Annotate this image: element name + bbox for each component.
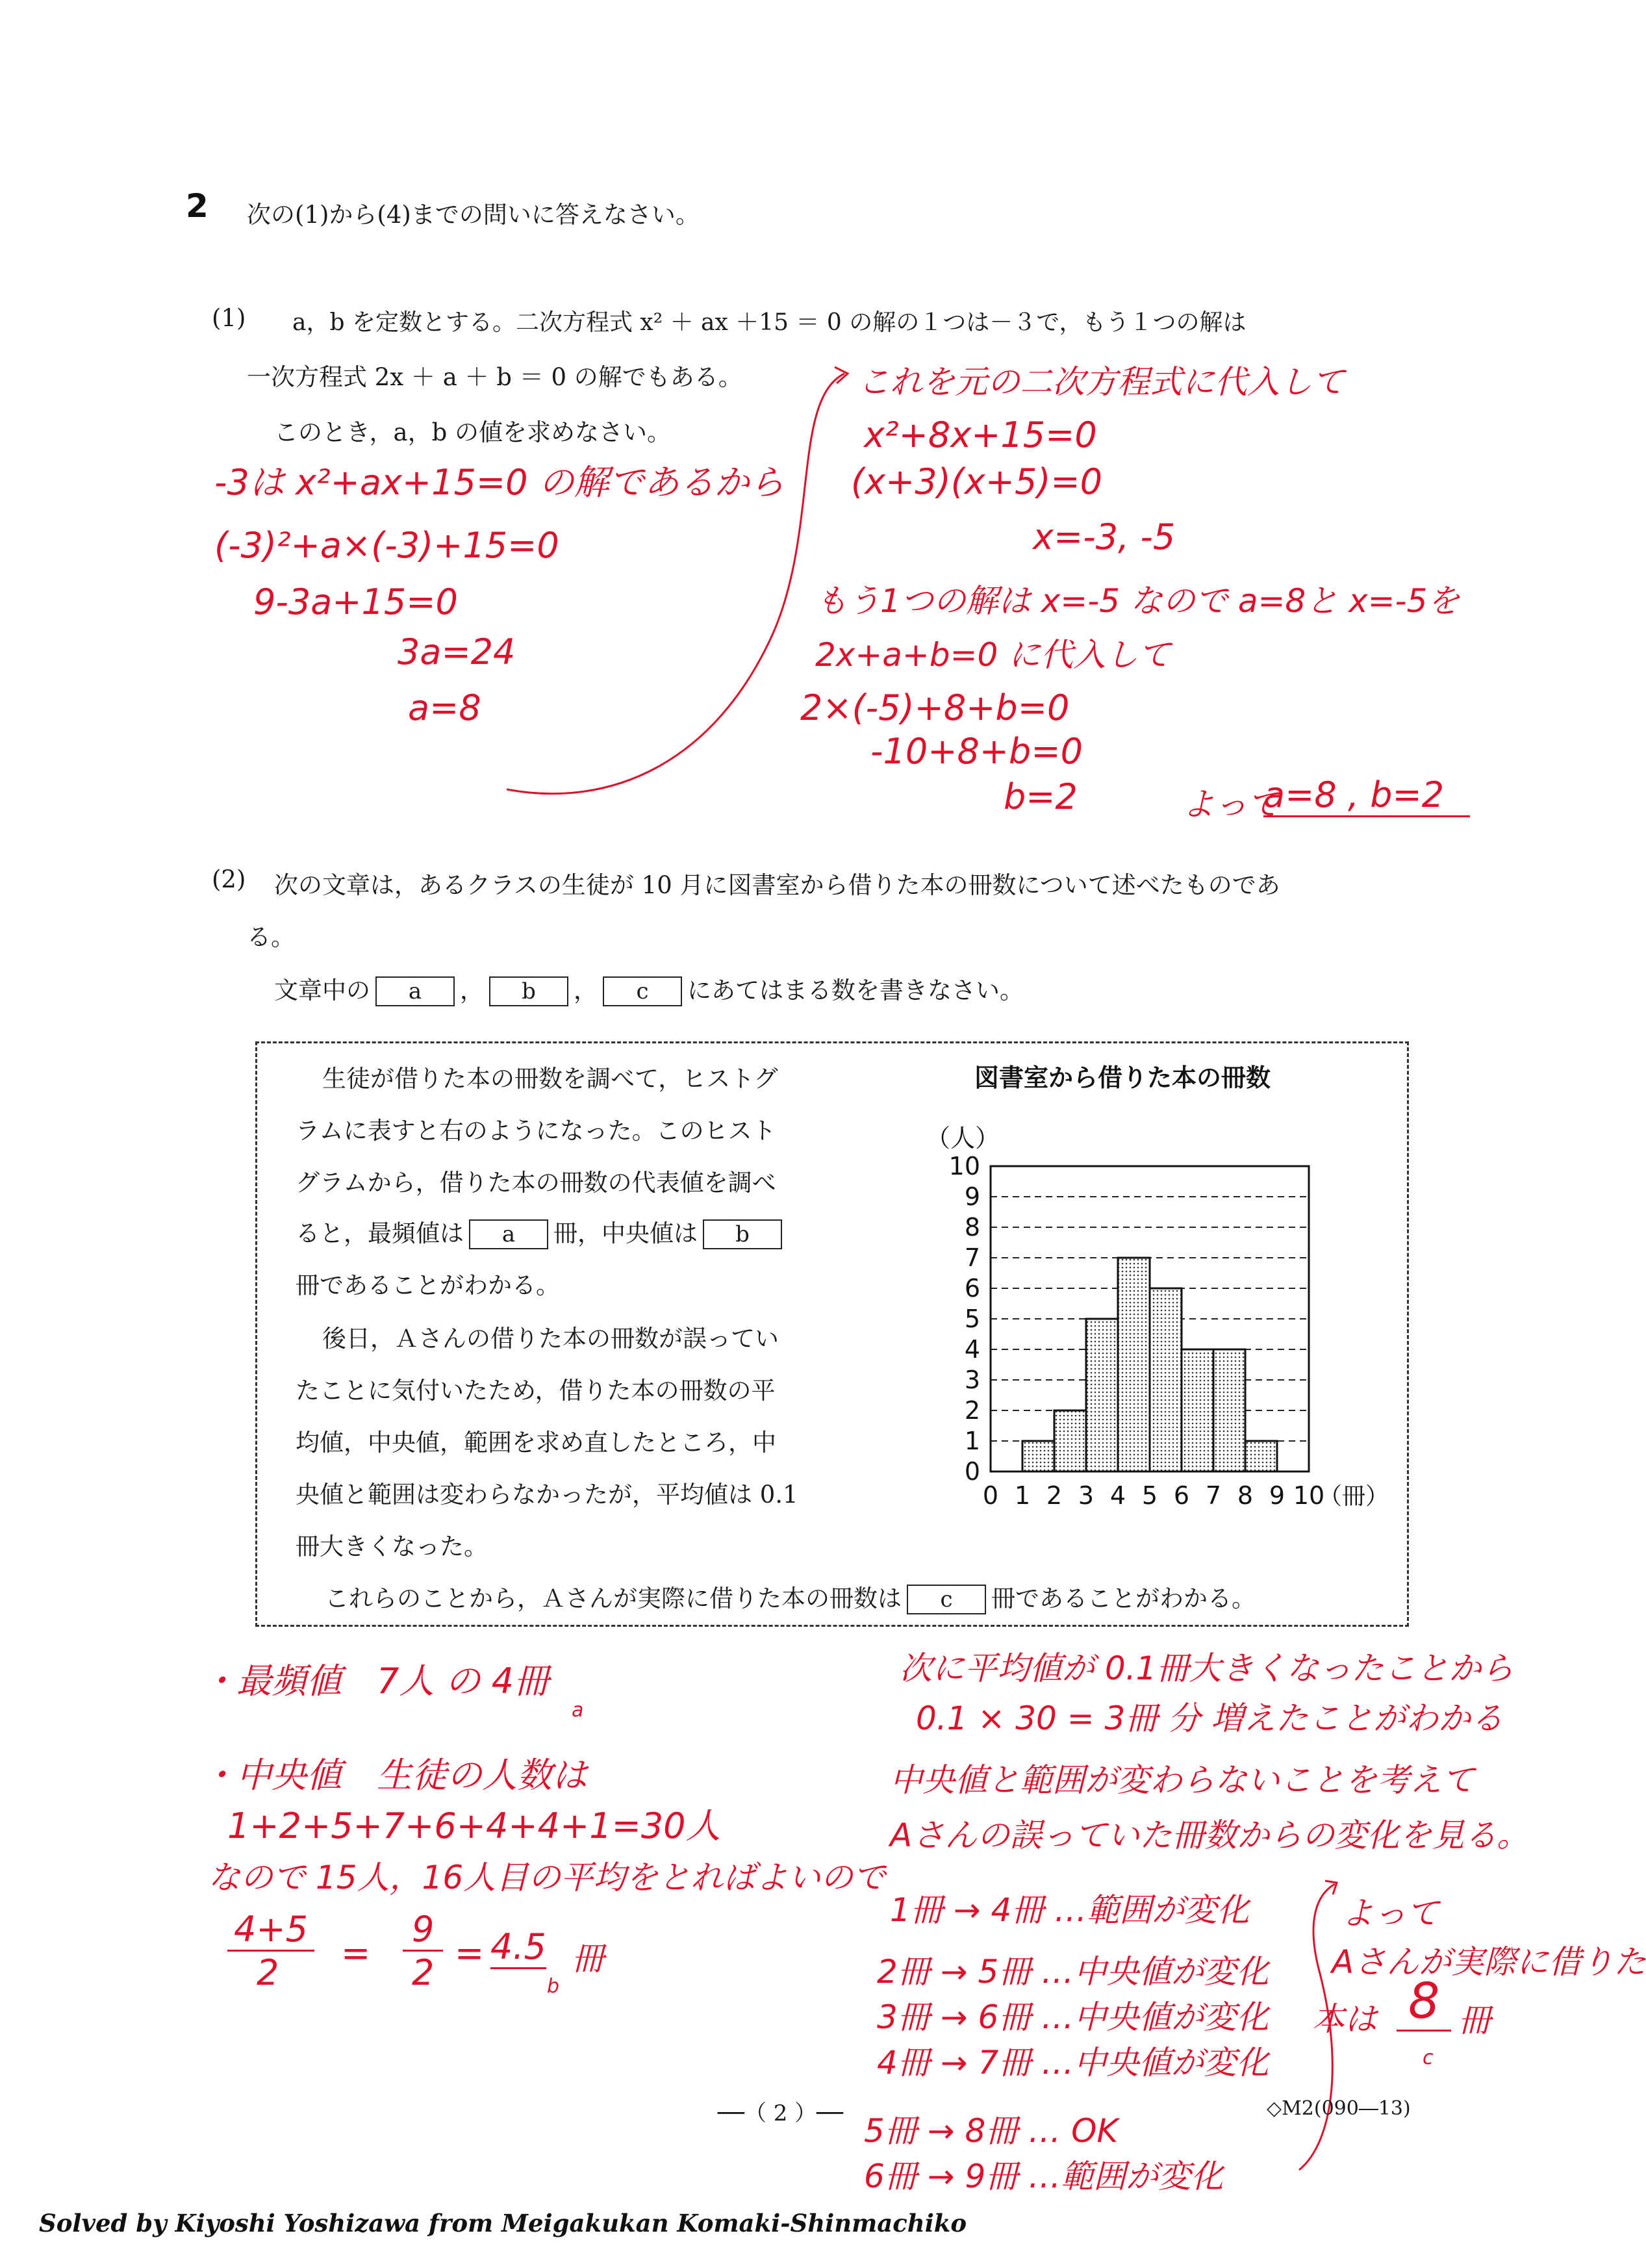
q2-line1: 次の文章は，あるクラスの生徒が 10 月に図書室から借りた本の冊数について述べたものであ <box>274 871 1280 899</box>
y-tick-label: 0 <box>964 1457 980 1486</box>
histogram-bar <box>1086 1319 1118 1472</box>
q2-sol-left-1-mark: a <box>572 1699 584 1722</box>
question-number: 2 <box>186 187 209 225</box>
page-number: ──（ 2 ）── <box>718 2100 844 2126</box>
q1-sol-right-7: 2×(-5)+8+b=0 <box>800 687 1070 728</box>
para1-line4b: 冊，中央値は <box>553 1219 698 1247</box>
q2-frac1-den: 2 <box>257 1952 279 1993</box>
conclusion-post: 冊であることがわかる。 <box>991 1585 1256 1612</box>
q2-sol-right-9: 5冊 → 8冊 … OK <box>864 2112 1119 2150</box>
q1-line1: a，b を定数とする。二次方程式 x² ＋ ax ＋15 ＝ 0 の解の１つは－３で，もう１つの解は <box>292 309 1247 336</box>
x-tick-label: 4 <box>1109 1481 1126 1510</box>
q2-final-2: Aさんが実際に借りた <box>1332 1943 1646 1981</box>
q2-sol-right-5: 1冊 → 4冊 …範囲が変化 <box>890 1891 1250 1929</box>
x-tick-label: 8 <box>1237 1481 1254 1510</box>
q2-sol-right-4: Aさんの誤っていた冊数からの変化を見る。 <box>890 1816 1530 1854</box>
inline-box-b: b <box>703 1219 782 1249</box>
histogram-bar <box>1245 1441 1277 1472</box>
y-tick-label: 4 <box>964 1335 980 1364</box>
box-c: c <box>603 976 682 1006</box>
q2-line3 <box>274 971 1024 1006</box>
conclusion-line <box>325 1579 1256 1614</box>
q1-sol-left-1: -3は x²+ax+15=0 の解であるから <box>214 462 785 503</box>
q1-sol-right-3: (x+3)(x+5)=0 <box>851 461 1102 502</box>
q1-line2: 一次方程式 2x ＋ a ＋ b ＝ 0 の解でもある。 <box>247 363 742 391</box>
para2-line4: 央値と範囲は変わらなかったが，平均値は 0.1 <box>296 1481 798 1509</box>
y-tick-label: 5 <box>964 1305 980 1333</box>
q2-line2: る。 <box>247 923 295 951</box>
comma-1: ， <box>460 976 484 1004</box>
x-axis-label: （冊） <box>1319 1483 1389 1510</box>
x-tick-label: 0 <box>982 1481 999 1510</box>
x-tick-label: 1 <box>1014 1481 1031 1510</box>
q1-sol-right-8: -10+8+b=0 <box>870 731 1083 772</box>
y-tick-label: 7 <box>964 1243 980 1272</box>
histogram-chart <box>906 1098 1400 1514</box>
x-tick-label: 7 <box>1205 1481 1222 1510</box>
q2-frac2-num: 9 <box>403 1909 443 1952</box>
q1-sol-right-5: もう1つの解は x=-5 なので a=8と x=-5を <box>815 582 1460 620</box>
q2-eq-1: = <box>341 1933 371 1974</box>
q2-sol-right-10: 6冊 → 9冊 …範囲が変化 <box>864 2158 1224 2195</box>
x-tick-label: 3 <box>1078 1481 1095 1510</box>
para1-line1: 生徒が借りた本の冊数を調べて，ヒストグ <box>322 1065 778 1093</box>
q2-final-mark: c <box>1423 2046 1434 2069</box>
q1-answer: a=8 , b=2 <box>1263 774 1470 817</box>
q2-sol-left-2: ・中央値 生徒の人数は <box>201 1755 587 1796</box>
para2-line5: 冊大きくなった。 <box>296 1533 488 1561</box>
y-tick-label: 3 <box>964 1366 980 1394</box>
q2-median-value: 4.5 <box>490 1926 546 1969</box>
question-instruction: 次の(1)から(4)までの問いに答えなさい。 <box>247 201 700 229</box>
x-tick-label: 6 <box>1173 1481 1190 1510</box>
q2-sol-right-7: 3冊 → 6冊 …中央値が変化 <box>877 1998 1269 2036</box>
para1-line5: 冊であることがわかる。 <box>296 1271 560 1299</box>
q2-sol-right-1: 次に平均値が 0.1冊大きくなったことから <box>900 1650 1514 1687</box>
para1-line4a: ると，最頻値は <box>296 1219 464 1247</box>
q2-label: (2) <box>212 865 246 893</box>
y-tick-label: 10 <box>948 1152 980 1180</box>
q2-sol-right-2: 0.1 × 30 = 3冊 分 増えたことがわかる <box>916 1700 1504 1737</box>
x-tick-label: 9 <box>1269 1481 1285 1510</box>
q1-sol-left-5: a=8 <box>408 687 481 728</box>
q2-final-unit: 冊 <box>1458 2002 1491 2039</box>
q2-frac1-num: 4+5 <box>227 1909 314 1952</box>
para1-line3: グラムから，借りた本の冊数の代表値を調べ <box>296 1169 776 1197</box>
x-tick-label: 5 <box>1141 1481 1158 1510</box>
exam-code: ◇M2(090―13) <box>1267 2097 1411 2120</box>
para2-line2: たことに気付いたため，借りた本の冊数の平 <box>296 1377 776 1405</box>
q1-line3: このとき，a，b の値を求めなさい。 <box>274 418 672 446</box>
q1-answer-prefix: よって <box>1182 785 1280 823</box>
histogram-bar <box>1118 1258 1150 1472</box>
para2-line1: 後日，Ａさんの借りた本の冊数が誤ってい <box>322 1325 779 1353</box>
q2-sol-right-8: 4冊 → 7冊 …中央値が変化 <box>877 2044 1269 2082</box>
q2-sol-left-1: ・最頻値 7人 の 4冊 <box>201 1661 550 1701</box>
y-tick-label: 1 <box>964 1427 980 1455</box>
q1-sol-right-9: b=2 <box>1004 776 1078 817</box>
y-tick-label: 6 <box>964 1274 980 1303</box>
para1-line4 <box>296 1214 787 1249</box>
box-a: a <box>375 976 455 1006</box>
q1-sol-left-3: 9-3a+15=0 <box>253 581 458 622</box>
q2-median-mark: b <box>547 1975 560 1998</box>
inline-box-c: c <box>907 1585 986 1614</box>
box-b: b <box>489 976 568 1006</box>
q2-line3-pre: 文章中の <box>274 976 370 1004</box>
y-tick-label: 8 <box>964 1213 980 1242</box>
para1-line2: ラムに表すと右のようになった。このヒスト <box>296 1117 776 1145</box>
histogram-bar <box>1150 1288 1182 1472</box>
q1-label: (1) <box>212 304 246 332</box>
histogram-bar <box>1213 1349 1245 1472</box>
q1-connector-curve <box>481 361 870 809</box>
q1-sol-right-4: x=-3, -5 <box>1033 516 1176 557</box>
x-tick-label: 2 <box>1046 1481 1063 1510</box>
y-tick-label: 2 <box>964 1396 980 1425</box>
q2-final-1: よって <box>1341 1894 1439 1932</box>
q1-sol-left-4: 3a=24 <box>398 631 516 672</box>
comma-2: ， <box>574 976 598 1004</box>
conclusion-pre: これらのことから，Ａさんが実際に借りた本の冊数は <box>325 1585 902 1612</box>
histogram-bar <box>1022 1441 1054 1472</box>
chart-title: 図書室から借りた本の冊数 <box>974 1064 1271 1092</box>
inline-box-a: a <box>469 1219 548 1249</box>
q1-sol-right-2: x²+8x+15=0 <box>864 414 1097 455</box>
q2-line3-post: にあてはまる数を書きなさい。 <box>687 976 1024 1004</box>
q2-eq-2: = <box>455 1933 485 1974</box>
q1-sol-left-2: (-3)²+a×(-3)+15=0 <box>214 525 559 566</box>
histogram-bar <box>1182 1349 1213 1472</box>
q2-frac2-den: 2 <box>412 1952 435 1993</box>
q2-sol-right-6: 2冊 → 5冊 …中央値が変化 <box>877 1953 1269 1991</box>
y-tick-label: 9 <box>964 1182 980 1211</box>
para2-line3: 均値，中央値，範囲を求め直したところ，中 <box>296 1429 776 1457</box>
histogram-bar <box>1054 1410 1086 1472</box>
q1-sol-right-1: これを元の二次方程式に代入して <box>857 363 1345 401</box>
q1-sol-right-6: 2x+a+b=0 に代入して <box>815 636 1171 674</box>
x-tick-label: 10 <box>1293 1481 1325 1510</box>
q2-median-unit: 冊 <box>572 1940 604 1978</box>
q2-final-3: 本は <box>1312 2000 1377 2038</box>
y-axis-label: （人） <box>926 1124 1000 1153</box>
q2-final-value: 8 <box>1397 1972 1451 2032</box>
q2-sol-left-3: 1+2+5+7+6+4+4+1=30人 <box>227 1805 721 1846</box>
q2-final-bracket <box>1273 1871 1345 2176</box>
credit-line: Solved by Kiyoshi Yoshizawa from Meigakukan Komaki-Shinmachiko <box>39 2209 967 2237</box>
q2-sol-left-4: なので 15人，16人目の平均をとればよいので <box>208 1859 886 1896</box>
q2-sol-right-3: 中央値と範囲が変わらないことを考えて <box>890 1761 1475 1799</box>
